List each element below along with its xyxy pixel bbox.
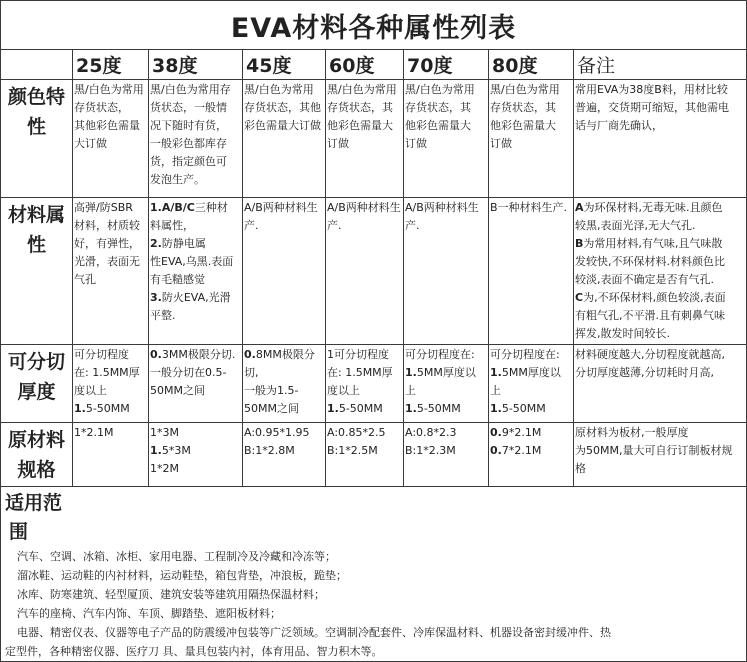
table-cell [243,80,326,198]
usage-content-row [1,519,747,662]
cell-line: 1*2M [150,462,179,475]
usage-line: 汽车、空调、冰箱、冰柜、家用电器、工程制冷及冷藏和冷冻等； [17,550,336,563]
column-header: 45度 [243,50,326,80]
cell-line: 1.A/B/C三种材 [150,201,228,214]
header-corner-cell [1,50,73,80]
table-cell [574,198,747,345]
table-cell [404,423,489,487]
row-label-line: 原材料 [7,429,65,451]
table-cell [574,423,747,487]
cell-line: 原材料为板材,一般厚度 [575,426,689,439]
column-header: 38度 [149,50,243,80]
column-header: 80度 [489,50,574,80]
cell-line: 光滑，表面无 [74,255,140,268]
cell-line: 格 [575,462,586,475]
cell-line: 上 [490,384,501,397]
cell-line: 挥发,散发时间较长. [575,327,670,340]
cell-line: 订做 [490,137,512,150]
table-cell [489,198,574,345]
cell-line: 料属性， [150,219,194,232]
cell-line: A:0.8*2.3 [405,426,457,439]
cell-line: 他彩色需量大 [490,119,556,132]
cell-line: 黑/白色为常用 [490,83,560,96]
cell-line: 0.3MM极限分切. [150,348,236,361]
cell-line: 黑/白色为常用 [327,83,397,96]
table-cell [404,198,489,345]
cell-line: 1.5-50MM [405,402,461,415]
cell-line: 1*3M [150,426,179,439]
cell-line: 切, [244,366,259,379]
column-header: 60度 [326,50,404,80]
cell-line: 存货状态，其 [490,101,556,114]
cell-line: 1.5MM厚度以 [490,366,561,379]
table-cell [73,423,149,487]
cell-line: 气孔 [74,273,96,286]
table-cell [489,423,574,487]
cell-line: 存货状态，其 [405,101,471,114]
cell-line: B一种材料生产. [490,201,568,214]
cell-line: 可分切程度 [74,348,129,361]
cell-line: 其他彩色需量 [74,119,140,132]
cell-line: 产. [327,219,342,232]
cell-line: 货，指定颜色可 [150,155,227,168]
usage-line: 溜冰鞋、运动鞋的内衬材料，运动鞋垫，箱包背垫，冲浪板，跪垫； [17,569,347,582]
cell-line: 存货状态， [74,101,129,114]
table-row [1,198,747,345]
cell-line: 产. [405,219,420,232]
cell-line: 较淡,表面不确定是否有气孔. [575,273,714,286]
cell-line: 常用EVA为38度B料，用材比较 [575,83,728,96]
table-cell [404,80,489,198]
cell-line: C为,不环保材料,颜色较淡,表面 [575,291,726,304]
table-cell [149,198,243,345]
table-cell [489,80,574,198]
cell-line: 度以上 [74,384,107,397]
cell-line: 存货状态，其他 [244,101,321,114]
cell-line: 黑/白色为常用存 [150,83,231,96]
cell-line: 彩色需量大订做 [244,119,321,132]
row-label [1,423,73,487]
usage-row [1,487,747,520]
row-label-line: 颜色特 [7,86,65,108]
cell-line: 上 [405,384,416,397]
cell-line: 0.7*2.1M [490,444,542,457]
row-label [1,198,73,345]
usage-line: 汽车的座椅、汽车内饰、车顶、脚踏垫、遮阳板材料； [17,607,281,620]
cell-line: 有毛糙感觉 [150,273,205,286]
cell-line: 好，有弹性， [74,237,140,250]
usage-content [1,519,747,662]
cell-line: 货状态，一般情 [150,101,227,114]
table-cell [326,345,404,423]
cell-line: 发泡生产。 [150,173,205,186]
cell-line: 黑/白色为常用 [244,83,314,96]
cell-line: 在: 1.5MM厚 [74,366,140,379]
cell-line: 他彩色需量大 [327,119,393,132]
cell-line: 发较快,不环保材料.材料颜色比 [575,255,725,268]
table-row [1,80,747,198]
table-cell [404,345,489,423]
column-header-row [1,50,747,80]
cell-line: 一般彩色都库存 [150,137,227,150]
cell-line: 1.5*3M [150,444,191,457]
cell-line: 他彩色需量大 [405,119,471,132]
table-cell [326,423,404,487]
table-cell [574,345,747,423]
cell-line: A/B两种材料生 [327,201,401,214]
cell-line: 产. [244,219,259,232]
cell-line: 材料，材质较 [74,219,140,232]
usage-label: 适用范 [1,487,747,520]
table-cell [574,80,747,198]
cell-line: 1可分切程度 [327,348,389,361]
table-cell [149,345,243,423]
cell-line: 黑/白色为常用 [405,83,475,96]
cell-line: 50MM之间 [150,384,205,397]
usage-line: 定型件，各种精密仪器、医疗刀 具、量具包装内衬，体育用品、智力积木等。 [5,645,383,658]
table-row [1,423,747,487]
cell-line: 一般分切在0.5- [150,366,227,379]
usage-line: 电器、精密仪表、仪器等电子产品的防震缓冲包装等广泛领域。空调制冷配套件、冷库保温材料、机器设备密封缓冲件、热 [17,626,611,639]
cell-line: 材料硬度越大,分切程度就越高, [575,348,725,361]
cell-line: 1.5-50MM [490,402,546,415]
cell-line: 1.5-50MM [327,402,383,415]
cell-line: 度以上 [327,384,360,397]
cell-line: 一般为1.5- [244,384,299,397]
cell-line: 较黑,表面光泽,无大气孔. [575,219,696,232]
cell-line: 况下随时有货， [150,119,227,132]
cell-line: 1*2.1M [74,426,114,439]
cell-line: 1.5MM厚度以 [405,366,476,379]
cell-line: 可分切程度在: [490,348,560,361]
row-label [1,80,73,198]
table-title: EVA材料各种属性列表 [1,1,747,50]
cell-line: 黑/白色为常用 [74,83,144,96]
cell-line: B为常用材料,有气味,且气味散 [575,237,723,250]
cell-line: A:0.95*1.95 [244,426,310,439]
table-cell [243,423,326,487]
cell-line: 在: 1.5MM厚 [327,366,393,379]
cell-line: 普遍，交货期可缩短，其他需电 [575,101,729,114]
row-label-line: 性 [26,116,46,138]
cell-line: 高弹/防SBR [74,201,133,214]
table-cell [243,198,326,345]
table-cell [73,80,149,198]
cell-line: 平整. [150,309,176,322]
row-label-line: 规格 [17,459,56,481]
cell-line: A/B两种材料生 [405,201,479,214]
cell-line: 有粗气孔,不平滑.且有刺鼻气味 [575,309,725,322]
usage-line: 冰库、防寒建筑、轻型厦顶、建筑安装等建筑用隔热保温材料； [17,588,325,601]
table-row [1,345,747,423]
column-header: 备注 [574,50,747,80]
cell-line: 订做 [327,137,349,150]
table-cell [149,423,243,487]
column-header: 25度 [73,50,149,80]
row-label-line: 厚度 [17,381,56,403]
cell-line: A:0.85*2.5 [327,426,386,439]
cell-line: 0.8MM极限分 [244,348,315,361]
table-cell [73,198,149,345]
cell-line: 大订做 [74,137,107,150]
table-cell [73,345,149,423]
cell-line: 0.9*2.1M [490,426,542,439]
cell-line: B:1*2.3M [405,444,456,457]
row-label-line: 性 [26,234,46,256]
column-header: 70度 [404,50,489,80]
cell-line: 可分切程度在: [405,348,475,361]
usage-label-line: 围 [9,521,29,543]
cell-line: A为环保材料,无毒无味.且颜色 [575,201,723,214]
cell-line: A/B两种材料生 [244,201,318,214]
table-cell [326,198,404,345]
cell-line: B:1*2.5M [327,444,378,457]
cell-line: 2.防静电属 [150,237,206,250]
row-label-line: 材料属 [7,204,65,226]
table-cell [489,345,574,423]
cell-line: 性EVA,乌黑.表面 [150,255,234,268]
cell-line: 话与厂商先确认， [575,119,663,132]
table-cell [149,80,243,198]
cell-line: 订做 [405,137,427,150]
row-label-line: 可分切 [7,351,65,373]
cell-line: 分切厚度越薄,分切耗时月高, [575,366,714,379]
table-cell [243,345,326,423]
cell-line: 1.5-50MM [74,402,130,415]
table-cell [326,80,404,198]
cell-line: B:1*2.8M [244,444,295,457]
cell-line: 50MM之间 [244,402,299,415]
cell-line: 3.防火EVA,光滑 [150,291,231,304]
cell-line: 为50MM,量大可自行订制板材规 [575,444,733,457]
cell-line: 存货状态，其 [327,101,393,114]
row-label [1,345,73,423]
